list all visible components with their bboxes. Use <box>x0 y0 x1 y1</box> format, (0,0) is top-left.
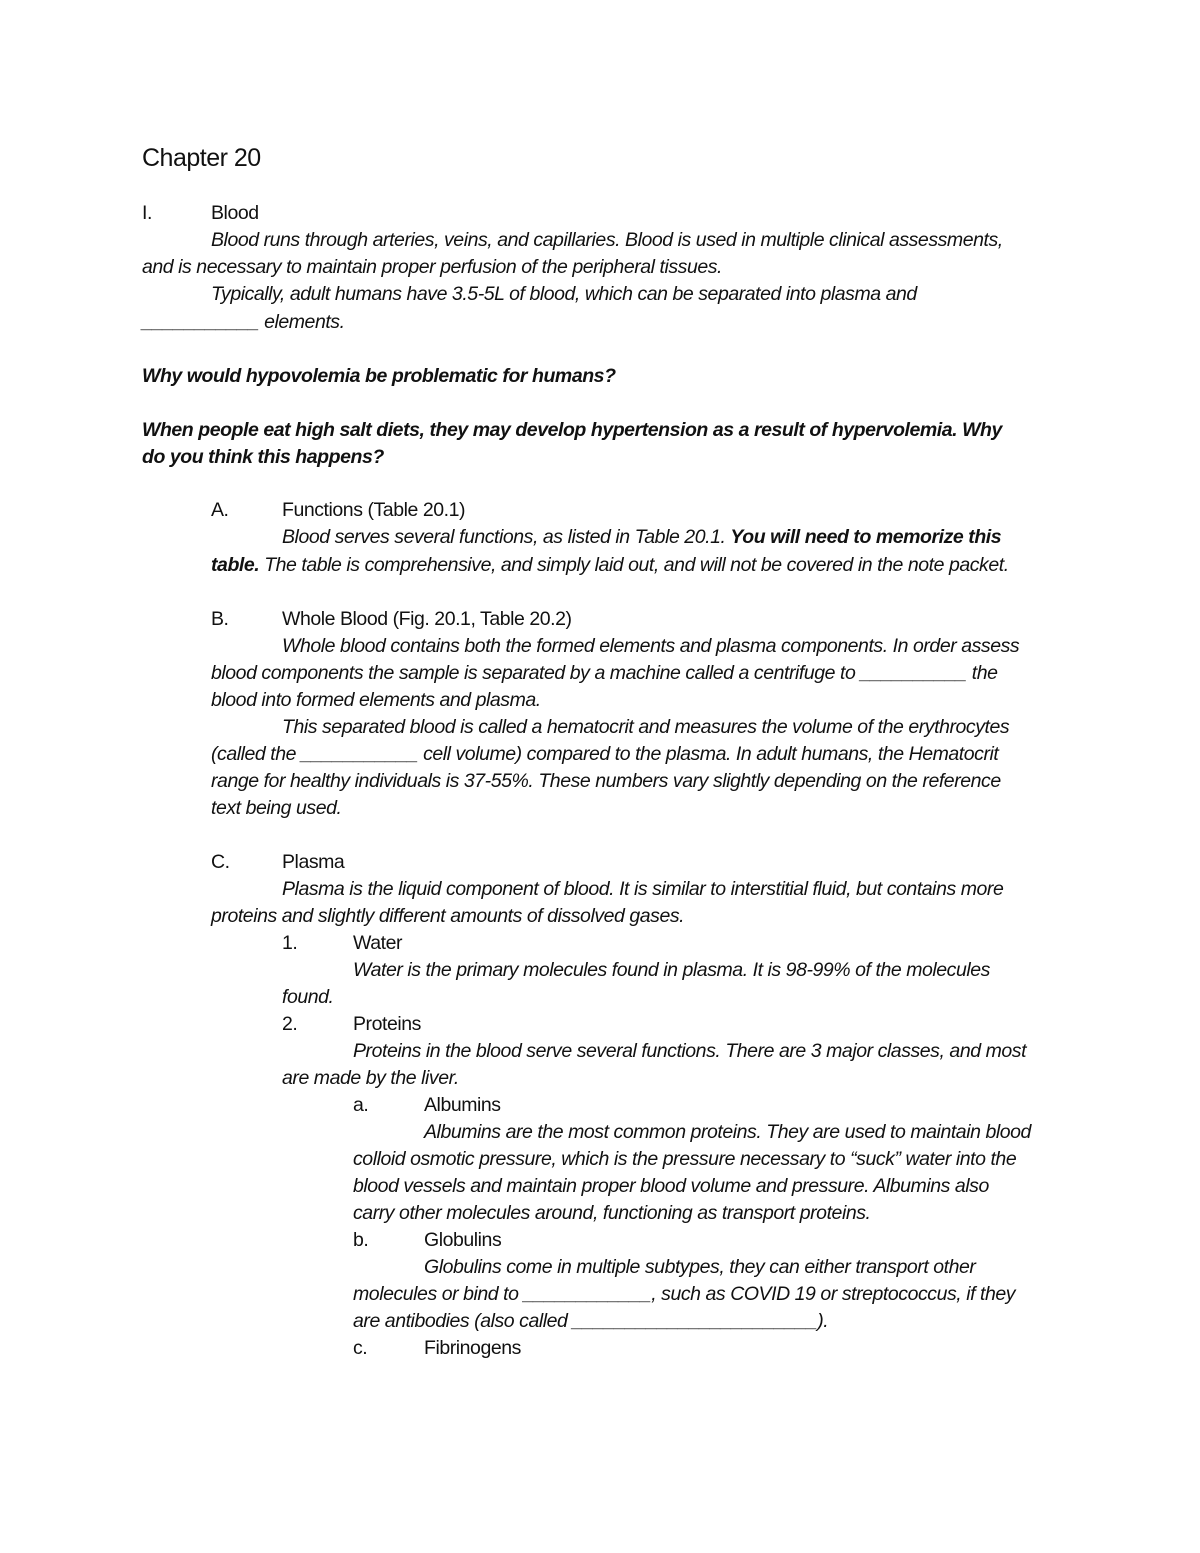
subitem-a-line-3: blood vessels and maintain proper blood volume and pressure. Albumins also <box>353 1175 989 1197</box>
section-1-paragraph-2-line-2: ___________ elements. <box>142 311 345 333</box>
page-title: Chapter 20 <box>142 144 261 172</box>
item-1-line-2: found. <box>282 986 334 1008</box>
fill-in-blank: _______________________ <box>572 1310 818 1332</box>
subitem-b-heading: Globulins <box>424 1229 502 1251</box>
subitem-a-marker: a. <box>353 1094 369 1116</box>
item-1-heading: Water <box>353 932 403 954</box>
subitem-b-line-3: are antibodies (also called _______________________). <box>353 1310 829 1332</box>
section-b-line-2: blood components the sample is separated by a machine called a centrifuge to __________ the <box>211 662 998 684</box>
fill-in-blank: ____________ <box>523 1283 652 1305</box>
question-hypovolemia: Why would hypovolemia be problematic for humans? <box>142 365 616 387</box>
section-b-line-7: text being used. <box>211 797 342 819</box>
section-b-line-1: Whole blood contains both the formed elements and plasma components. In order assess <box>282 635 1020 657</box>
fill-in-blank: ___________ <box>301 743 419 765</box>
section-b-heading: Whole Blood (Fig. 20.1, Table 20.2) <box>282 608 572 630</box>
section-1-paragraph-1-line-2: and is necessary to maintain proper perfusion of the peripheral tissues. <box>142 256 723 278</box>
section-1-paragraph-2-line-1: Typically, adult humans have 3.5-5L of blood, which can be separated into plasma and <box>211 283 917 305</box>
subitem-a-line-4: carry other molecules around, functioning as transport proteins. <box>353 1202 871 1224</box>
section-1-paragraph-1-line-1: Blood runs through arteries, veins, and capillaries. Blood is used in multiple clinical assessments, <box>211 229 1003 251</box>
section-a-heading: Functions (Table 20.1) <box>282 499 466 521</box>
section-c-line-1: Plasma is the liquid component of blood. It is similar to interstitial fluid, but contains more <box>282 878 1004 900</box>
section-1-marker: I. <box>142 202 152 224</box>
section-a-marker: A. <box>211 499 229 521</box>
section-b-line-5: (called the ___________ cell volume) compared to the plasma. In adult humans, the Hematocrit <box>211 743 999 765</box>
subitem-b-marker: b. <box>353 1229 369 1251</box>
section-c-line-2: proteins and slightly different amounts of dissolved gases. <box>211 905 685 927</box>
item-2-line-1: Proteins in the blood serve several functions. There are 3 major classes, and most <box>353 1040 1027 1062</box>
fill-in-blank: __________ <box>860 662 967 684</box>
fill-in-blank: ___________ <box>142 311 260 333</box>
section-b-line-4: This separated blood is called a hematocrit and measures the volume of the erythrocytes <box>282 716 1010 738</box>
subitem-c-heading: Fibrinogens <box>424 1337 521 1359</box>
item-2-line-2: are made by the liver. <box>282 1067 459 1089</box>
memorize-note: You will need to memorize this <box>730 526 1002 548</box>
subitem-a-heading: Albumins <box>424 1094 501 1116</box>
section-b-marker: B. <box>211 608 229 630</box>
section-c-marker: C. <box>211 851 230 873</box>
section-b-line-3: blood into formed elements and plasma. <box>211 689 541 711</box>
item-2-marker: 2. <box>282 1013 298 1035</box>
subitem-b-line-1: Globulins come in multiple subtypes, they can either transport other <box>424 1256 976 1278</box>
question-hypervolemia-line-1: When people eat high salt diets, they may develop hypertension as a result of hypervolemia. Why <box>142 419 1002 441</box>
section-b-line-6: range for healthy individuals is 37-55%. These numbers vary slightly depending on the reference <box>211 770 1001 792</box>
section-1-heading: Blood <box>211 202 259 224</box>
section-a-line-1: Blood serves several functions, as listed in Table 20.1. You will need to memorize this <box>282 526 1002 548</box>
section-c-heading: Plasma <box>282 851 345 873</box>
subitem-a-line-2: colloid osmotic pressure, which is the pressure necessary to “suck” water into the <box>353 1148 1017 1170</box>
subitem-a-line-1: Albumins are the most common proteins. They are used to maintain blood <box>424 1121 1031 1143</box>
subitem-b-line-2: molecules or bind to ____________, such as COVID 19 or streptococcus, if they <box>353 1283 1016 1305</box>
item-1-marker: 1. <box>282 932 298 954</box>
item-1-line-1: Water is the primary molecules found in plasma. It is 98-99% of the molecules <box>353 959 990 981</box>
section-a-line-2: table. The table is comprehensive, and simply laid out, and will not be covered in the note packet. <box>211 554 1009 576</box>
item-2-heading: Proteins <box>353 1013 421 1035</box>
subitem-c-marker: c. <box>353 1337 368 1359</box>
question-hypervolemia-line-2: do you think this happens? <box>142 446 384 468</box>
